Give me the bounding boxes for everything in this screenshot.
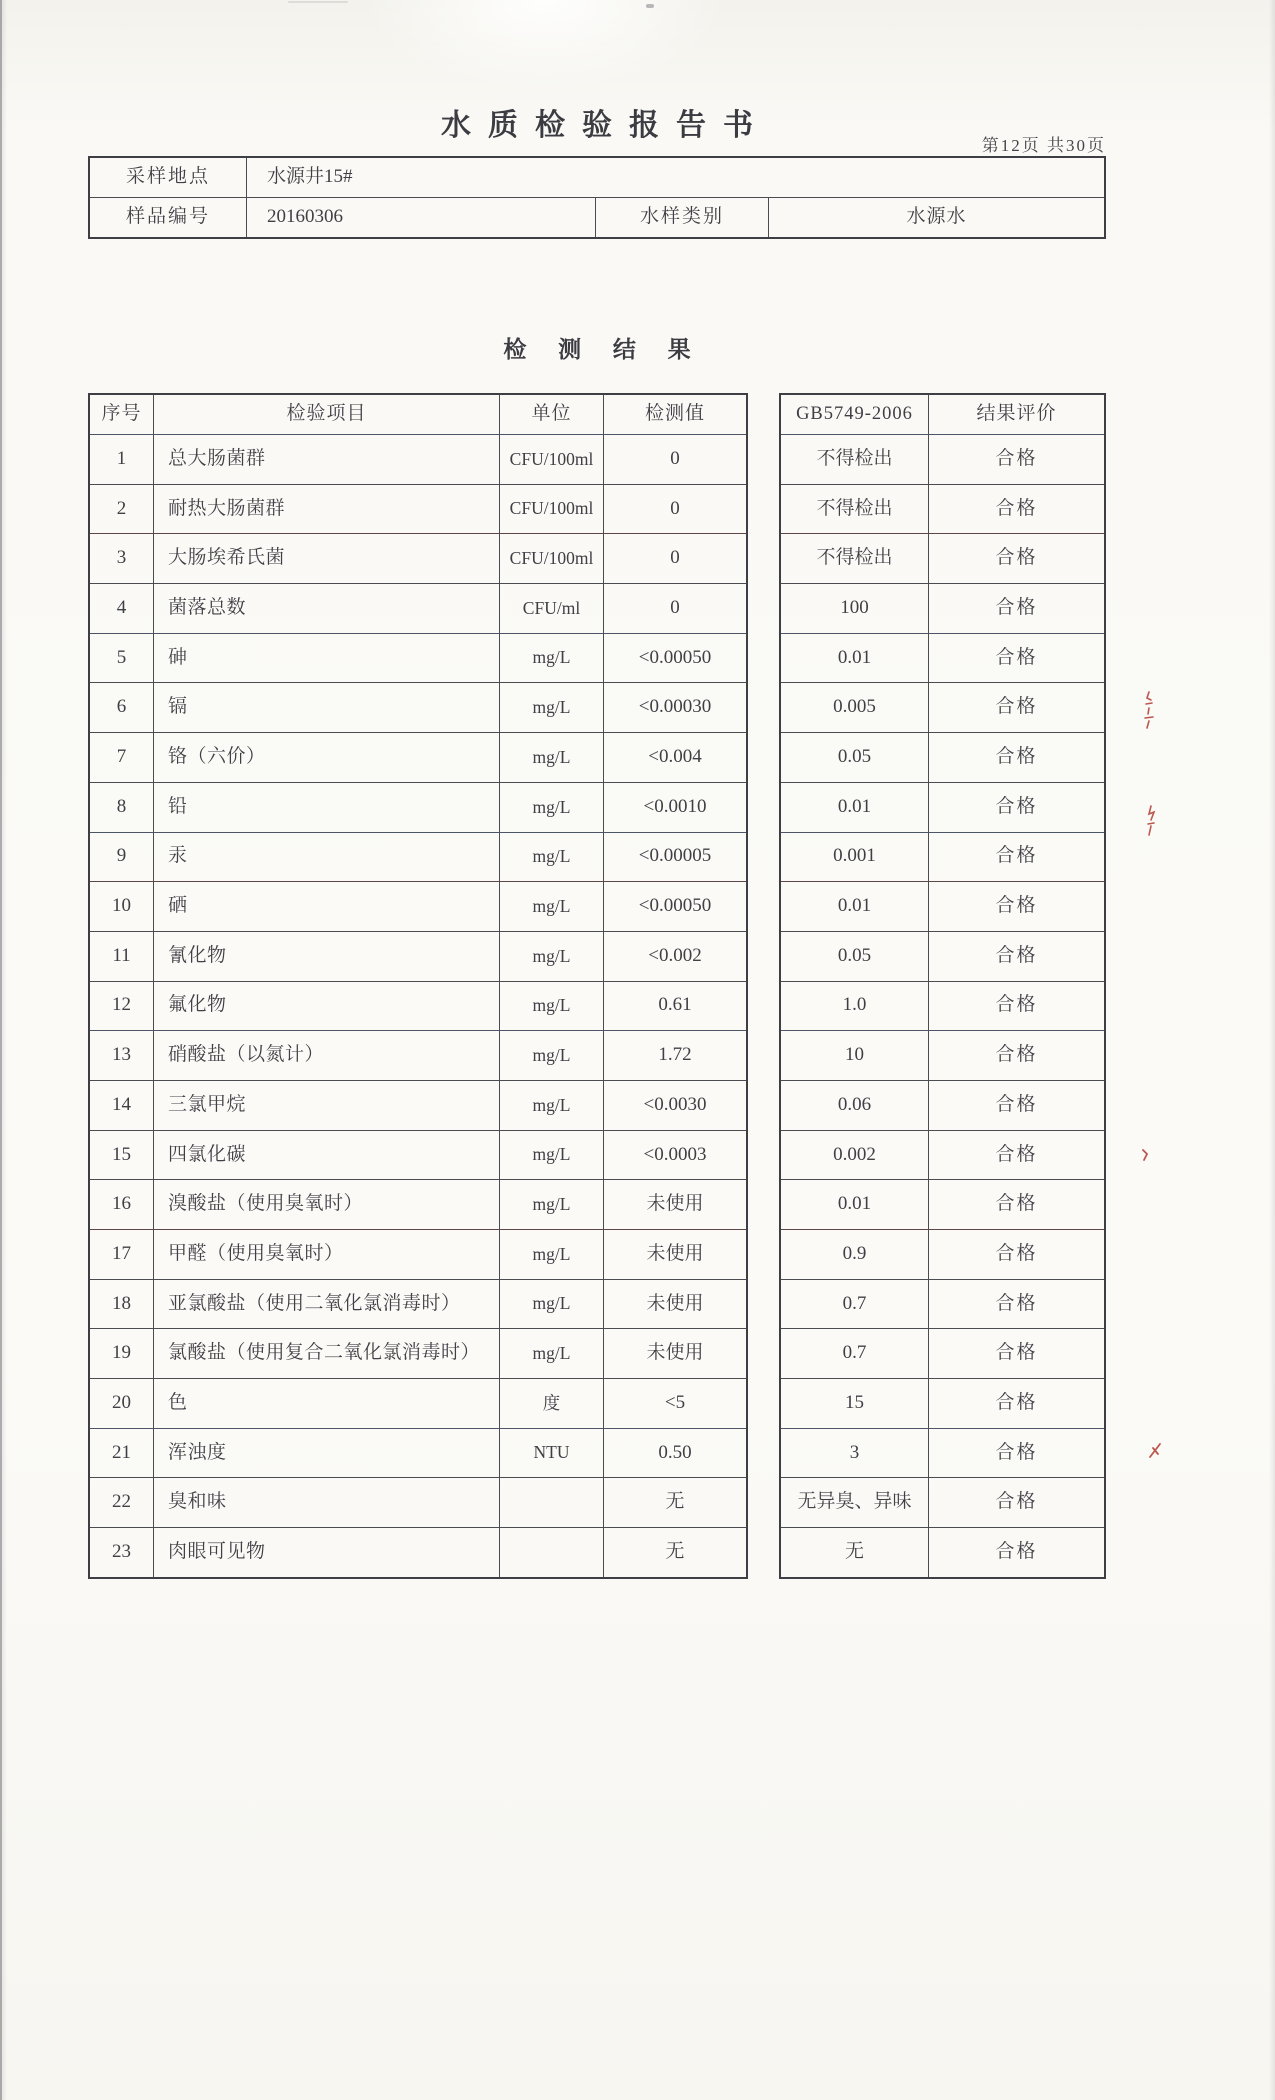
table-row (90, 1428, 746, 1478)
cell-item: 溴酸盐（使用臭氧时） (154, 1180, 500, 1229)
cell-no: 6 (90, 683, 154, 732)
cell-no: 3 (90, 534, 154, 583)
table-row (90, 1179, 746, 1229)
cell-no: 22 (90, 1478, 154, 1527)
cell-value: 未使用 (646, 1193, 704, 1215)
table-row (781, 682, 1104, 732)
col-header-evaluation: 结果评价 (976, 403, 1057, 425)
scan-speck (646, 4, 654, 8)
sample-no-value: 20160306 (247, 198, 596, 237)
table-row (90, 434, 746, 484)
cell-no: 18 (90, 1280, 154, 1329)
cell-standard: 0.01 (781, 634, 929, 683)
cell-unit: mg/L (500, 1230, 604, 1279)
table-row (781, 1328, 1104, 1378)
red-pen-mark (1147, 1442, 1163, 1460)
cell-item: 汞 (154, 833, 500, 882)
red-pen-mark (1141, 690, 1157, 730)
table-row (90, 1080, 746, 1130)
cell-standard: 不得检出 (781, 534, 929, 583)
table-row (90, 1030, 746, 1080)
table-row (90, 1477, 746, 1527)
table-row (90, 484, 746, 534)
table-row (90, 931, 746, 981)
cell-item: 总大肠菌群 (154, 435, 500, 484)
cell-item: 镉 (154, 683, 500, 732)
cell-evaluation: 合格 (995, 1491, 1038, 1513)
report-title: 水质检验报告书 (441, 109, 770, 142)
cell-standard: 0.7 (781, 1280, 929, 1329)
cell-item: 大肠埃希氏菌 (154, 534, 500, 583)
sample-info-table (88, 156, 1106, 239)
cell-value: <0.00050 (638, 895, 712, 917)
cell-evaluation: 合格 (995, 1441, 1038, 1463)
cell-unit: mg/L (500, 1081, 604, 1130)
cell-unit: CFU/100ml (500, 485, 604, 534)
table-row (781, 1428, 1104, 1478)
scan-speck (288, 1, 348, 3)
cell-standard: 3 (781, 1429, 929, 1478)
table-row (781, 782, 1104, 832)
cell-value: <0.0003 (643, 1143, 707, 1165)
cell-unit: mg/L (500, 1329, 604, 1378)
cell-evaluation: 合格 (995, 447, 1038, 469)
cell-item: 甲醛（使用臭氧时） (154, 1230, 500, 1279)
table-row (90, 1378, 746, 1428)
cell-value: <0.002 (648, 944, 702, 966)
cell-value: 0 (670, 497, 680, 519)
cell-no: 11 (90, 932, 154, 981)
cell-standard: 15 (781, 1379, 929, 1428)
table-row (90, 782, 746, 832)
cell-value: 未使用 (646, 1242, 704, 1264)
cell-no: 2 (90, 485, 154, 534)
cell-no: 1 (90, 435, 154, 484)
cell-item: 铬（六价） (154, 733, 500, 782)
cell-unit: mg/L (500, 1180, 604, 1229)
results-table-right (779, 393, 1106, 1579)
red-pen-mark (1140, 1148, 1150, 1162)
cell-item: 三氯甲烷 (154, 1081, 500, 1130)
cell-unit: mg/L (500, 783, 604, 832)
cell-value: <0.0030 (643, 1093, 707, 1115)
results-table-left (88, 393, 748, 1579)
table-row (781, 732, 1104, 782)
cell-evaluation: 合格 (995, 547, 1038, 569)
table-row (90, 1279, 746, 1329)
cell-unit: 度 (500, 1379, 604, 1428)
cell-no: 23 (90, 1528, 154, 1577)
cell-no: 7 (90, 733, 154, 782)
cell-standard: 0.01 (781, 1180, 929, 1229)
page-number: 第12页 共30页 (981, 136, 1106, 155)
table-row (90, 1527, 746, 1577)
sampling-location-label: 采样地点 (90, 158, 247, 197)
cell-item: 肉眼可见物 (154, 1528, 500, 1577)
scan-edge (0, 0, 2, 2100)
table-row (781, 1527, 1104, 1577)
cell-evaluation: 合格 (995, 795, 1038, 817)
cell-standard: 0.001 (781, 833, 929, 882)
cell-unit: mg/L (500, 683, 604, 732)
cell-evaluation: 合格 (995, 944, 1038, 966)
cell-unit: CFU/100ml (500, 435, 604, 484)
table-row (781, 981, 1104, 1031)
cell-standard: 0.05 (781, 733, 929, 782)
results-header-row (90, 395, 746, 434)
cell-item: 硒 (154, 882, 500, 931)
cell-standard: 0.7 (781, 1329, 929, 1378)
sample-info-row (90, 197, 1104, 237)
cell-value: <5 (664, 1391, 686, 1413)
cell-standard: 0.06 (781, 1081, 929, 1130)
cell-unit: mg/L (500, 882, 604, 931)
water-type-value: 水源水 (906, 206, 967, 228)
cell-standard: 不得检出 (781, 435, 929, 484)
cell-standard: 1.0 (781, 982, 929, 1031)
cell-unit: mg/L (500, 932, 604, 981)
table-row (781, 1080, 1104, 1130)
table-row (781, 583, 1104, 633)
cell-no: 13 (90, 1031, 154, 1080)
table-row (781, 1279, 1104, 1329)
cell-value: <0.00030 (638, 696, 712, 718)
table-row (90, 881, 746, 931)
cell-standard: 无异臭、异味 (781, 1478, 929, 1527)
table-row (90, 583, 746, 633)
cell-evaluation: 合格 (995, 497, 1038, 519)
table-row (781, 1179, 1104, 1229)
cell-value: 无 (665, 1491, 685, 1513)
cell-value: <0.004 (648, 746, 702, 768)
table-row (781, 1130, 1104, 1180)
cell-evaluation: 合格 (995, 1093, 1038, 1115)
cell-evaluation: 合格 (995, 1342, 1038, 1364)
cell-value: 0 (670, 547, 680, 569)
cell-standard: 0.01 (781, 783, 929, 832)
cell-evaluation: 合格 (995, 1292, 1038, 1314)
cell-evaluation: 合格 (995, 1242, 1038, 1264)
water-type-label: 水样类别 (596, 198, 769, 237)
cell-evaluation: 合格 (995, 1541, 1038, 1563)
cell-evaluation: 合格 (995, 1143, 1038, 1165)
cell-unit: mg/L (500, 1280, 604, 1329)
table-row (781, 1378, 1104, 1428)
cell-no: 19 (90, 1329, 154, 1378)
cell-item: 氟化物 (154, 982, 500, 1031)
cell-value: 0 (670, 596, 680, 618)
cell-value: 未使用 (646, 1342, 704, 1364)
cell-unit: mg/L (500, 1131, 604, 1180)
cell-unit (500, 1528, 604, 1577)
cell-item: 氰化物 (154, 932, 500, 981)
cell-standard: 0.005 (781, 683, 929, 732)
cell-evaluation: 合格 (995, 1044, 1038, 1066)
cell-item: 色 (154, 1379, 500, 1428)
results-header-row (781, 395, 1104, 434)
cell-unit (500, 1478, 604, 1527)
cell-unit: mg/L (500, 1031, 604, 1080)
cell-evaluation: 合格 (995, 845, 1038, 867)
cell-item: 四氯化碳 (154, 1131, 500, 1180)
cell-no: 9 (90, 833, 154, 882)
table-row (781, 484, 1104, 534)
cell-unit: CFU/100ml (500, 534, 604, 583)
cell-unit: mg/L (500, 833, 604, 882)
col-header-unit: 单位 (500, 395, 604, 434)
cell-item: 砷 (154, 634, 500, 683)
cell-unit: mg/L (500, 982, 604, 1031)
cell-evaluation: 合格 (995, 596, 1038, 618)
table-row (90, 533, 746, 583)
cell-item: 菌落总数 (154, 584, 500, 633)
cell-no: 21 (90, 1429, 154, 1478)
cell-no: 20 (90, 1379, 154, 1428)
cell-value: 0.61 (658, 994, 692, 1016)
cell-value: 0.50 (658, 1441, 692, 1463)
table-row (781, 434, 1104, 484)
cell-value: 无 (665, 1541, 685, 1563)
cell-item: 臭和味 (154, 1478, 500, 1527)
col-header-no: 序号 (90, 395, 154, 434)
cell-item: 亚氯酸盐（使用二氧化氯消毒时） (154, 1280, 500, 1329)
red-pen-mark (1144, 804, 1158, 838)
cell-evaluation: 合格 (995, 994, 1038, 1016)
cell-standard: 0.002 (781, 1131, 929, 1180)
cell-item: 氯酸盐（使用复合二氧化氯消毒时） (154, 1329, 500, 1378)
cell-value: <0.0010 (643, 795, 707, 817)
cell-standard: 0.05 (781, 932, 929, 981)
col-header-value: 检测值 (644, 403, 705, 425)
cell-unit: CFU/ml (500, 584, 604, 633)
cell-standard: 不得检出 (781, 485, 929, 534)
cell-unit: mg/L (500, 733, 604, 782)
cell-no: 12 (90, 982, 154, 1031)
table-row (90, 732, 746, 782)
table-row (90, 832, 746, 882)
table-row (90, 981, 746, 1031)
section-title: 检 测 结 果 (503, 337, 704, 362)
table-row (90, 1328, 746, 1378)
cell-standard: 0.9 (781, 1230, 929, 1279)
table-row (90, 633, 746, 683)
cell-item: 铅 (154, 783, 500, 832)
cell-item: 浑浊度 (154, 1429, 500, 1478)
cell-item: 耐热大肠菌群 (154, 485, 500, 534)
cell-no: 4 (90, 584, 154, 633)
cell-standard: 0.01 (781, 882, 929, 931)
table-row (90, 1229, 746, 1279)
cell-standard: 100 (781, 584, 929, 633)
cell-evaluation: 合格 (995, 1391, 1038, 1413)
cell-item: 硝酸盐（以氮计） (154, 1031, 500, 1080)
cell-evaluation: 合格 (995, 1193, 1038, 1215)
cell-value: 0 (670, 447, 680, 469)
table-row (781, 1477, 1104, 1527)
cell-no: 10 (90, 882, 154, 931)
cell-evaluation: 合格 (995, 895, 1038, 917)
sample-no-label: 样品编号 (90, 198, 247, 237)
cell-no: 8 (90, 783, 154, 832)
table-row (90, 682, 746, 732)
cell-no: 5 (90, 634, 154, 683)
sample-info-row (90, 158, 1104, 197)
col-header-standard: GB5749-2006 (781, 395, 929, 434)
col-header-item: 检验项目 (154, 395, 500, 434)
table-row (781, 533, 1104, 583)
table-row (90, 1130, 746, 1180)
table-row (781, 881, 1104, 931)
sampling-location-value: 水源井15# (267, 166, 353, 188)
cell-value: <0.00005 (638, 845, 712, 867)
cell-evaluation: 合格 (995, 646, 1038, 668)
cell-standard: 无 (781, 1528, 929, 1577)
cell-no: 16 (90, 1180, 154, 1229)
cell-value: 1.72 (658, 1044, 692, 1066)
table-row (781, 1229, 1104, 1279)
table-row (781, 633, 1104, 683)
cell-value: 未使用 (646, 1292, 704, 1314)
table-row (781, 931, 1104, 981)
cell-no: 17 (90, 1230, 154, 1279)
table-row (781, 1030, 1104, 1080)
cell-standard: 10 (781, 1031, 929, 1080)
cell-no: 14 (90, 1081, 154, 1130)
cell-no: 15 (90, 1131, 154, 1180)
cell-unit: mg/L (500, 634, 604, 683)
cell-evaluation: 合格 (995, 696, 1038, 718)
cell-value: <0.00050 (638, 646, 712, 668)
cell-unit: NTU (500, 1429, 604, 1478)
cell-evaluation: 合格 (995, 746, 1038, 768)
table-row (781, 832, 1104, 882)
